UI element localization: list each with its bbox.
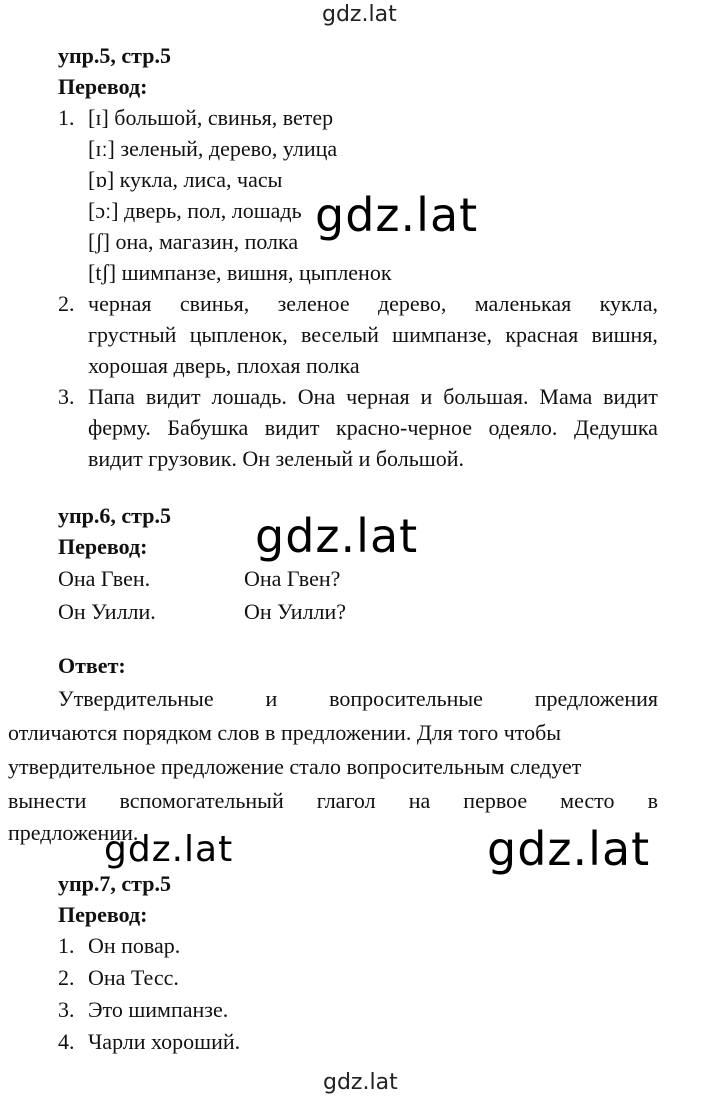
phonetic-line: [ɪː] зеленый, дерево, улица xyxy=(88,136,338,161)
word: большая. xyxy=(443,384,529,409)
word: зеленое xyxy=(277,291,350,316)
item-number: 2. xyxy=(58,965,75,990)
sentence: предложении. xyxy=(8,820,139,845)
list-item xyxy=(58,930,658,962)
watermark: gdz.lat xyxy=(255,509,419,563)
word: Дедушка xyxy=(573,415,658,440)
word: глагол xyxy=(316,788,376,813)
text-line xyxy=(8,784,658,818)
exercise-header: упр.7, стр.5 xyxy=(58,871,171,896)
word: видит xyxy=(264,415,320,440)
list-item xyxy=(58,962,658,994)
exercise-5 xyxy=(58,40,658,474)
sentence: утвердительное предложение стало вопросительным следует xyxy=(8,754,582,779)
watermark-bottom: gdz.lat xyxy=(323,1070,398,1095)
item-number: 4. xyxy=(58,1029,75,1054)
word: свинья, xyxy=(179,291,250,316)
answer-label: Ответ: xyxy=(58,653,126,678)
word: первое xyxy=(463,788,528,813)
word: и xyxy=(420,384,433,409)
pair-row xyxy=(58,595,658,628)
text-line xyxy=(8,682,658,716)
text-line xyxy=(8,818,658,848)
word: Бабушка xyxy=(167,415,249,440)
item-text: Он повар. xyxy=(88,933,181,958)
watermark-top: gdz.lat xyxy=(322,2,397,27)
word: веселый xyxy=(301,322,379,347)
word: Папа xyxy=(88,384,135,409)
word: Она xyxy=(297,384,336,409)
item-number: 3. xyxy=(58,384,75,409)
question: Он Уилли? xyxy=(244,599,347,624)
phonetic-line: [ɒ] кукла, лиса, часы xyxy=(88,167,283,192)
sentence: отличаются порядком слов в предложении. Для того чтобы xyxy=(8,720,562,745)
answer-section xyxy=(58,650,658,681)
phonetic-line: [ɔː] дверь, пол, лошадь xyxy=(88,198,302,223)
exercise-6 xyxy=(58,500,658,628)
word: грустный xyxy=(88,322,177,347)
word: Мама xyxy=(539,384,593,409)
item-number: 2. xyxy=(58,291,75,316)
word: черная xyxy=(88,291,152,316)
phonetic-line: [ʃ] она, магазин, полка xyxy=(88,229,299,254)
word: видит xyxy=(145,384,201,409)
word: черная xyxy=(346,384,410,409)
word: лошадь. xyxy=(211,384,287,409)
translation-pairs xyxy=(58,562,658,628)
translation-label: Перевод: xyxy=(58,534,148,559)
exercise-7 xyxy=(58,868,658,1058)
word: и xyxy=(265,686,278,711)
text-line xyxy=(58,381,658,412)
list-item xyxy=(58,288,658,381)
list-item xyxy=(58,994,658,1026)
phonetic-line: [tʃ] шимпанзе, вишня, цыпленок xyxy=(88,260,392,285)
answer-text xyxy=(8,682,658,848)
text-line: видит грузовик. Он зеленый и большой. xyxy=(88,446,464,471)
pair-row xyxy=(58,562,658,595)
watermark: gdz.lat xyxy=(104,829,234,870)
item-number: 3. xyxy=(58,997,75,1022)
word: красная xyxy=(505,322,579,347)
watermark: gdz.lat xyxy=(315,188,479,242)
word: вишня, xyxy=(591,322,658,347)
word: вопросительные xyxy=(329,686,483,711)
word: видит xyxy=(603,384,658,409)
text-line: хорошая дверь, плохая полка xyxy=(88,353,360,378)
list-item xyxy=(58,381,658,474)
item-text: Чарли хороший. xyxy=(88,1029,241,1054)
word: вспомогательный xyxy=(119,788,284,813)
exercise-header: упр.5, стр.5 xyxy=(58,43,171,68)
item-text: Она Тесс. xyxy=(88,965,179,990)
word: на xyxy=(408,788,431,813)
translation-label: Перевод: xyxy=(58,74,148,99)
word: шимпанзе, xyxy=(392,322,493,347)
item-number: 1. xyxy=(58,105,75,130)
text-line xyxy=(58,412,658,443)
word: дерево, xyxy=(377,291,447,316)
word: одеяло. xyxy=(488,415,558,440)
word: цыпленок, xyxy=(189,322,288,347)
word: ферму. xyxy=(88,415,151,440)
text-line xyxy=(58,319,658,350)
word: Утвердительные xyxy=(58,686,214,711)
text-line xyxy=(8,750,658,784)
text-line xyxy=(8,716,658,750)
item-number: 1. xyxy=(58,933,75,958)
statement: Она Гвен. xyxy=(58,566,151,591)
word: маленькая xyxy=(474,291,572,316)
exercise-header: упр.6, стр.5 xyxy=(58,503,171,528)
phonetic-line: [ɪ] большой, свинья, ветер xyxy=(88,105,334,130)
list-item xyxy=(58,1026,658,1058)
item-text: Это шимпанзе. xyxy=(88,997,229,1022)
word: кукла, xyxy=(599,291,658,316)
word: в xyxy=(647,788,658,813)
word: вынести xyxy=(8,788,87,813)
list-item xyxy=(58,102,658,288)
statement: Он Уилли. xyxy=(58,599,156,624)
translation-label: Перевод: xyxy=(58,902,148,927)
word: место xyxy=(560,788,615,813)
text-line xyxy=(58,288,658,319)
word: предложения xyxy=(534,686,658,711)
word: красно-черное xyxy=(336,415,472,440)
watermark: gdz.lat xyxy=(487,822,651,876)
question: Она Гвен? xyxy=(244,566,341,591)
